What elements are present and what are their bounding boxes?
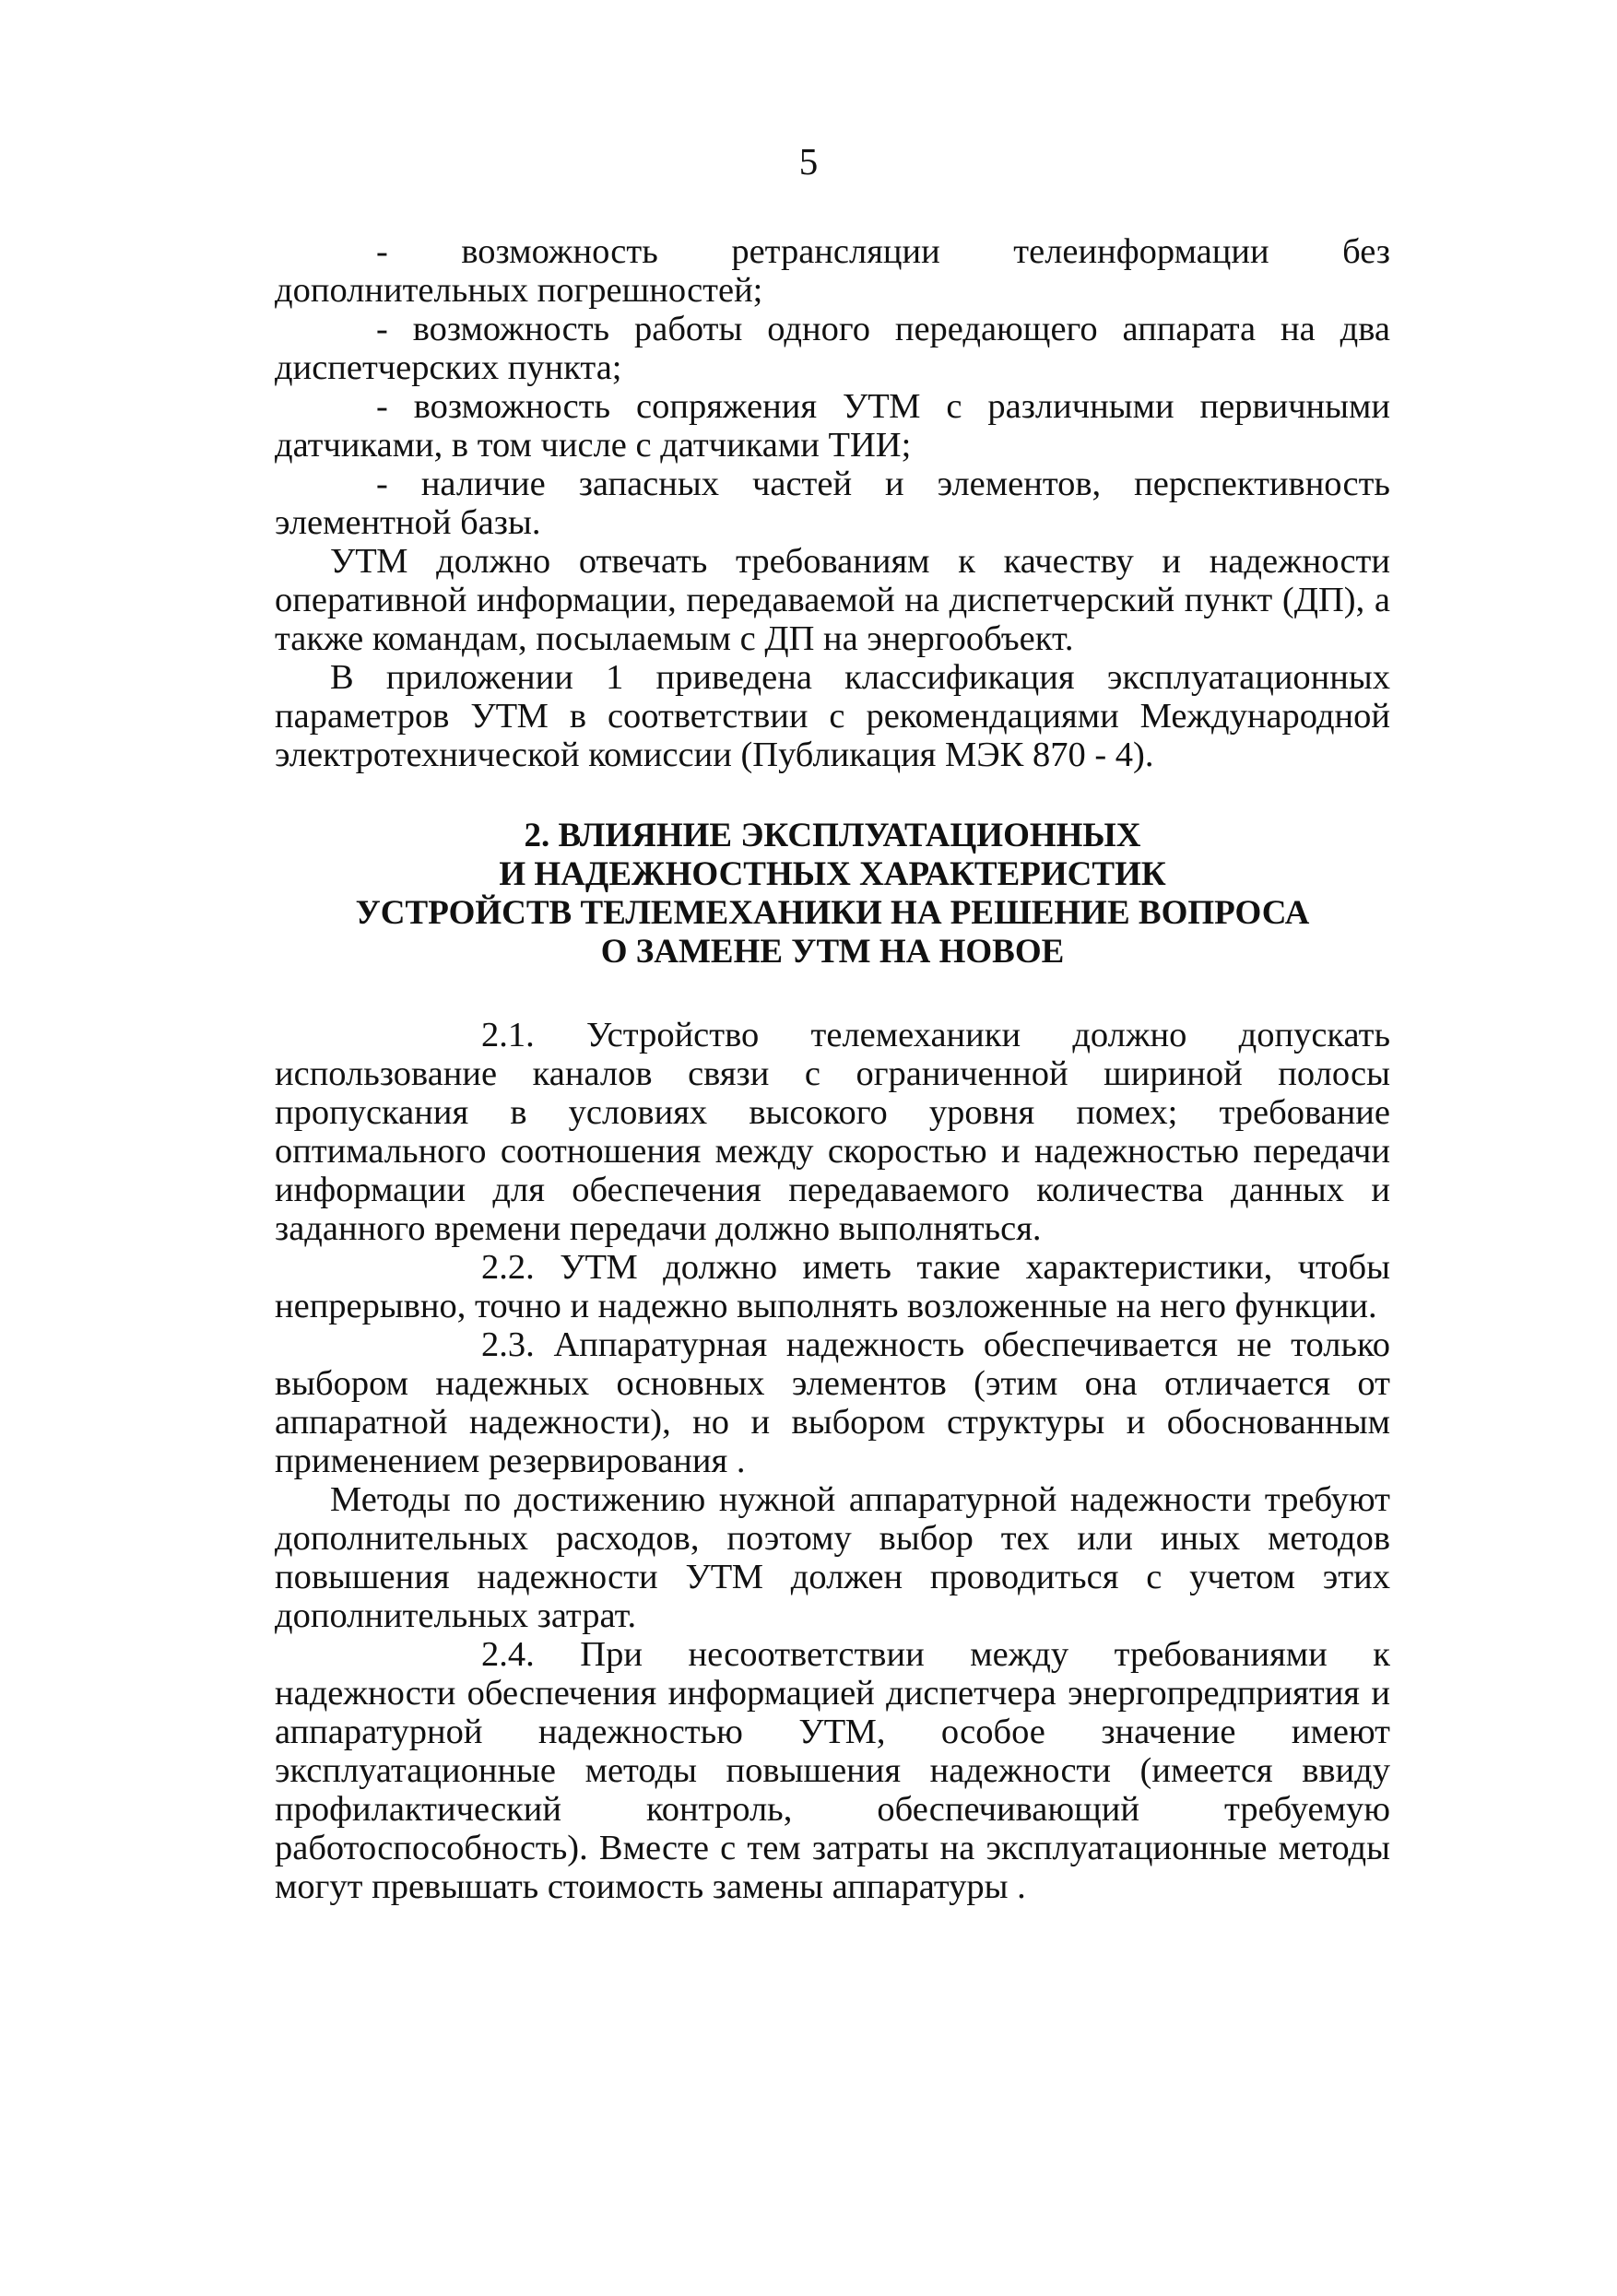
paragraph-requirements: УТМ должно отвечать требованиям к качеству и надежности оперативной информации, передаваемой на диспетчерский пункт (ДП), а также командам, посылаемым с ДП на энергообъект. xyxy=(275,542,1390,658)
section-text: При несоответствии между требованиями к надежности обеспечения информацией диспетчера энергопредприятия и аппаратурной надежностью УТМ, особое значение имеют эксплуатационные методы повышения надежности (имеется ввиду профилактический контроль, обеспечивающий требуемую работоспособность). Вместе с тем затраты на эксплуатационные методы могут превышать стоимость замены аппаратуры . xyxy=(275,1635,1391,1906)
section-text: УТМ должно иметь такие характеристики, чтобы непрерывно, точно и надежно выполнять возложенные на него функции. xyxy=(275,1248,1391,1325)
section-heading xyxy=(275,817,1390,971)
section-number: 2.2. xyxy=(481,1248,535,1287)
list-item: - возможность работы одного передающего аппарата на два диспетчерских пункта; xyxy=(275,310,1390,387)
section-number: 2.1. xyxy=(481,1016,535,1054)
paragraph-methods: Методы по достижению нужной аппаратурной надежности требуют дополнительных расходов, поэтому выбор тех или иных методов повышения надежности УТМ должен проводиться с учетом этих дополнительных затрат. xyxy=(275,1480,1390,1635)
list-item: - возможность ретрансляции телеинформации без дополнительных погрешностей; xyxy=(275,232,1390,310)
section-2-1 xyxy=(275,1016,1390,1248)
section-2-2 xyxy=(275,1248,1390,1325)
body-text xyxy=(275,232,1390,1906)
heading-line: О ЗАМЕНЕ УТМ НА НОВОЕ xyxy=(600,933,1065,971)
list-item: - наличие запасных частей и элементов, перспективность элементной базы. xyxy=(275,465,1390,542)
heading-line: И НАДЕЖНОСТНЫХ ХАРАКТЕРИСТИК xyxy=(499,855,1166,893)
section-2-4 xyxy=(275,1635,1390,1906)
list-item: - возможность сопряжения УТМ с различными первичными датчиками, в том числе с датчиками ТИИ; xyxy=(275,387,1390,465)
page-number: 5 xyxy=(798,140,819,183)
section-text: Устройство телемеханики должно допускать использование каналов связи с ограниченной шириной полосы пропускания в условиях высокого уровня помех; требование оптимального соотношения между скоростью и надежностью передачи информации для обеспечения передаваемого количества данных и заданного времени передачи должно выполняться. xyxy=(275,1016,1391,1248)
paragraph-appendix: В приложении 1 приведена классификация эксплуатационных параметров УТМ в соответствии с рекомендациями Международной электротехнической комиссии (Публикация МЭК 870 - 4). xyxy=(275,658,1390,774)
section-2-3 xyxy=(275,1325,1390,1480)
heading-line: УСТРОЙСТВ ТЕЛЕМЕХАНИКИ НА РЕШЕНИЕ ВОПРОСА xyxy=(355,894,1310,932)
heading-line: 2. ВЛИЯНИЕ ЭКСПЛУАТАЦИОННЫХ xyxy=(524,817,1141,854)
section-text: Аппаратурная надежность обеспечивается не только выбором надежных основных элементов (этим она отличается от аппаратной надежности), но и выбором структуры и обоснованным применением резервирования . xyxy=(275,1325,1390,1480)
section-number: 2.4. xyxy=(481,1635,535,1674)
section-number: 2.3. xyxy=(481,1325,535,1364)
